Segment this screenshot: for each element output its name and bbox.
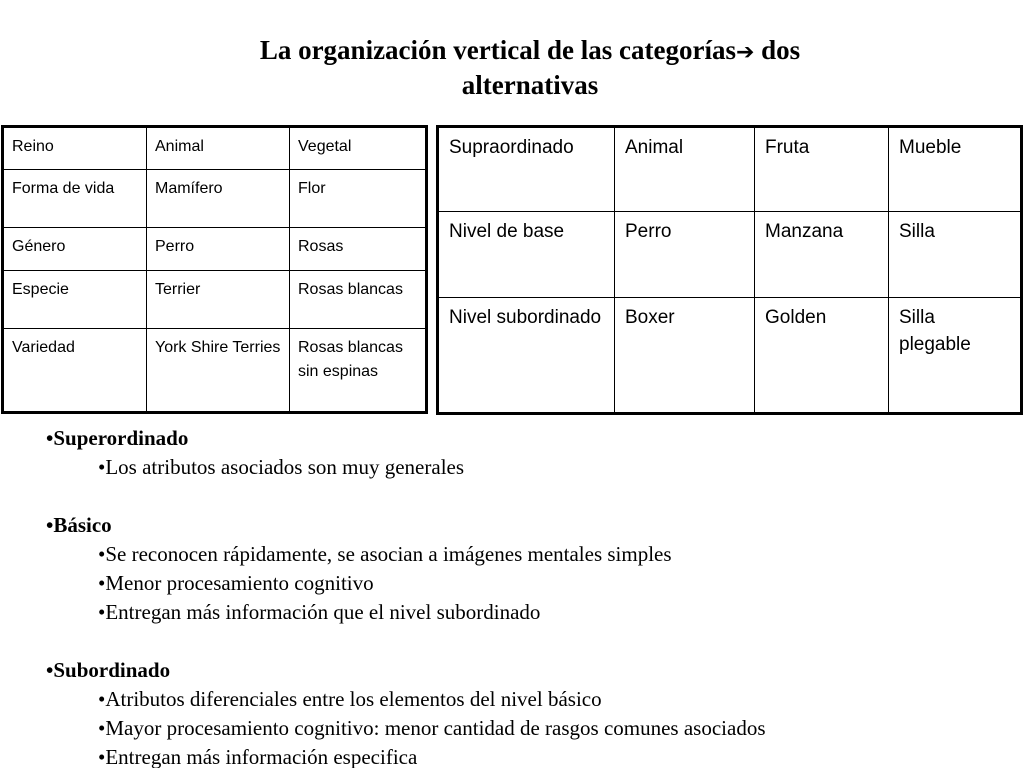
table-cell: Boxer [615, 298, 755, 414]
table-row [3, 127, 427, 170]
arrow-right-icon: ➔ [735, 40, 755, 65]
bullet-heading-basico: •Básico [46, 513, 112, 537]
table-row [438, 298, 1022, 414]
bullet-item: •Los atributos asociados son muy generales [98, 455, 465, 479]
table-cell: Terrier [147, 271, 290, 329]
table-cell: Flor [290, 170, 427, 228]
bullet-item: •Mayor procesamiento cognitivo: menor cantidad de rasgos comunes asociados [98, 716, 766, 740]
table-row [3, 271, 427, 329]
table-row [438, 212, 1022, 298]
table-cell: Nivel de base [438, 212, 615, 298]
table-cell: Silla [889, 212, 1022, 298]
table-cell: Mamífero [147, 170, 290, 228]
table-row [3, 170, 427, 228]
table-cell: York Shire Terries [147, 329, 290, 413]
title-line2: alternativas [461, 70, 599, 100]
title-line1-end: dos [754, 35, 801, 65]
table-row [3, 329, 427, 413]
table-cell: Animal [147, 127, 290, 170]
bullet-item: •Entregan más información especifica [98, 745, 418, 768]
table-row [438, 127, 1022, 212]
table-cell: Forma de vida [3, 170, 147, 228]
table-cell: Especie [3, 271, 147, 329]
table-cell: Supraordinado [438, 127, 615, 212]
table-cell: Mueble [889, 127, 1022, 212]
table-cell: Fruta [755, 127, 889, 212]
title-line1: La organización vertical de las categorías [259, 35, 736, 65]
bullet-heading-superordinado: •Superordinado [46, 426, 189, 450]
bullet-list [46, 424, 1016, 768]
table-cell: Perro [615, 212, 755, 298]
table-cell: Rosas blancas sin espinas [290, 329, 427, 413]
table-cell: Silla plegable [889, 298, 1022, 414]
table-cell: Género [3, 228, 147, 271]
table-cell: Rosas [290, 228, 427, 271]
table-row [3, 228, 427, 271]
table-cell: Rosas blancas [290, 271, 427, 329]
table-cell: Vegetal [290, 127, 427, 170]
bullet-item: •Entregan más información que el nivel subordinado [98, 600, 541, 624]
table-cell: Variedad [3, 329, 147, 413]
bullet-heading-subordinado: •Subordinado [46, 658, 171, 682]
taxonomy-table [1, 125, 428, 414]
bullet-item: •Menor procesamiento cognitivo [98, 571, 374, 595]
table-cell: Reino [3, 127, 147, 170]
table-cell: Golden [755, 298, 889, 414]
table-cell: Perro [147, 228, 290, 271]
table-cell: Animal [615, 127, 755, 212]
levels-table [436, 125, 1023, 415]
table-cell: Nivel subordinado [438, 298, 615, 414]
bullet-item: •Se reconocen rápidamente, se asocian a imágenes mentales simples [98, 542, 672, 566]
bullet-item: •Atributos diferenciales entre los elementos del nivel básico [98, 687, 602, 711]
slide-title [100, 34, 960, 101]
table-cell: Manzana [755, 212, 889, 298]
